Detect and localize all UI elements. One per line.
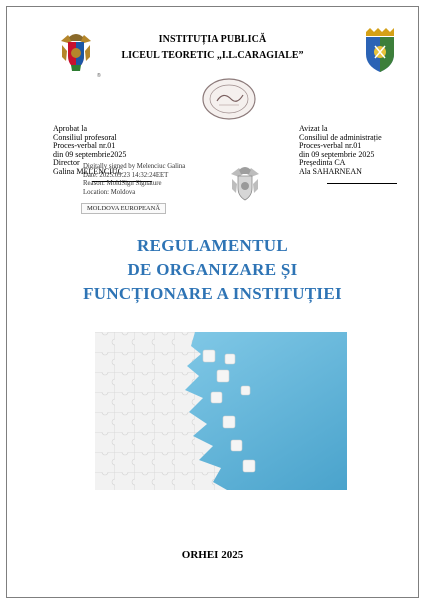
approval-administration-council xyxy=(299,125,382,177)
signature-date: Date: 2025.09.23 14:32:24EET xyxy=(83,171,169,179)
moldova-state-emblem-icon xyxy=(227,164,263,204)
signature-reason: Reason: MoldSign Signature xyxy=(83,180,162,187)
approval-line: din 09 septembrie 2025 xyxy=(299,149,375,159)
approval-line: Proces-verbal nr.01 xyxy=(53,141,116,151)
signature-line xyxy=(327,183,397,184)
footer-city-year: ORHEI 2025 xyxy=(181,549,244,561)
approval-line: Președinta CA xyxy=(299,158,346,168)
puzzle-image xyxy=(95,332,347,490)
document-title-line: DE ORGANIZARE ȘI xyxy=(127,260,298,279)
scan-mark: ® xyxy=(97,73,101,79)
signature-signer: Digitally signed by Melenciuc Galina xyxy=(83,163,186,170)
approval-line: Aprobat la xyxy=(53,124,87,133)
approval-line: Ala SAHARNEAN xyxy=(299,166,362,176)
document-title-line: REGULAMENTUL xyxy=(137,236,288,255)
approval-line: Director xyxy=(53,158,80,168)
approval-line: Proces-verbal nr.01 xyxy=(299,141,362,151)
school-name: LICEUL TEORETIC „I.L.CARAGIALE” xyxy=(121,50,304,61)
approval-line: Avizat la xyxy=(299,124,328,133)
digital-signature[interactable] xyxy=(83,163,185,197)
approval-line: Consiliul de administrație xyxy=(299,132,382,142)
signature-label: MOLDOVA EUROPEANĂ xyxy=(81,203,166,214)
orhei-coat-of-arms-icon xyxy=(360,26,400,74)
document-page xyxy=(6,6,419,598)
school-stamp-icon xyxy=(201,77,257,121)
approval-line: Consiliul profesoral xyxy=(53,132,117,142)
signature-location: Location: Moldova xyxy=(83,188,136,196)
approval-line: din 09 septembrie2025 xyxy=(53,149,127,159)
approval-line: Galina MELENCIUC xyxy=(53,166,123,176)
institution-name: INSTITUȚIA PUBLICĂ xyxy=(158,34,267,45)
document-title-line: FUNCȚIONARE A INSTITUȚIEI xyxy=(83,284,342,303)
